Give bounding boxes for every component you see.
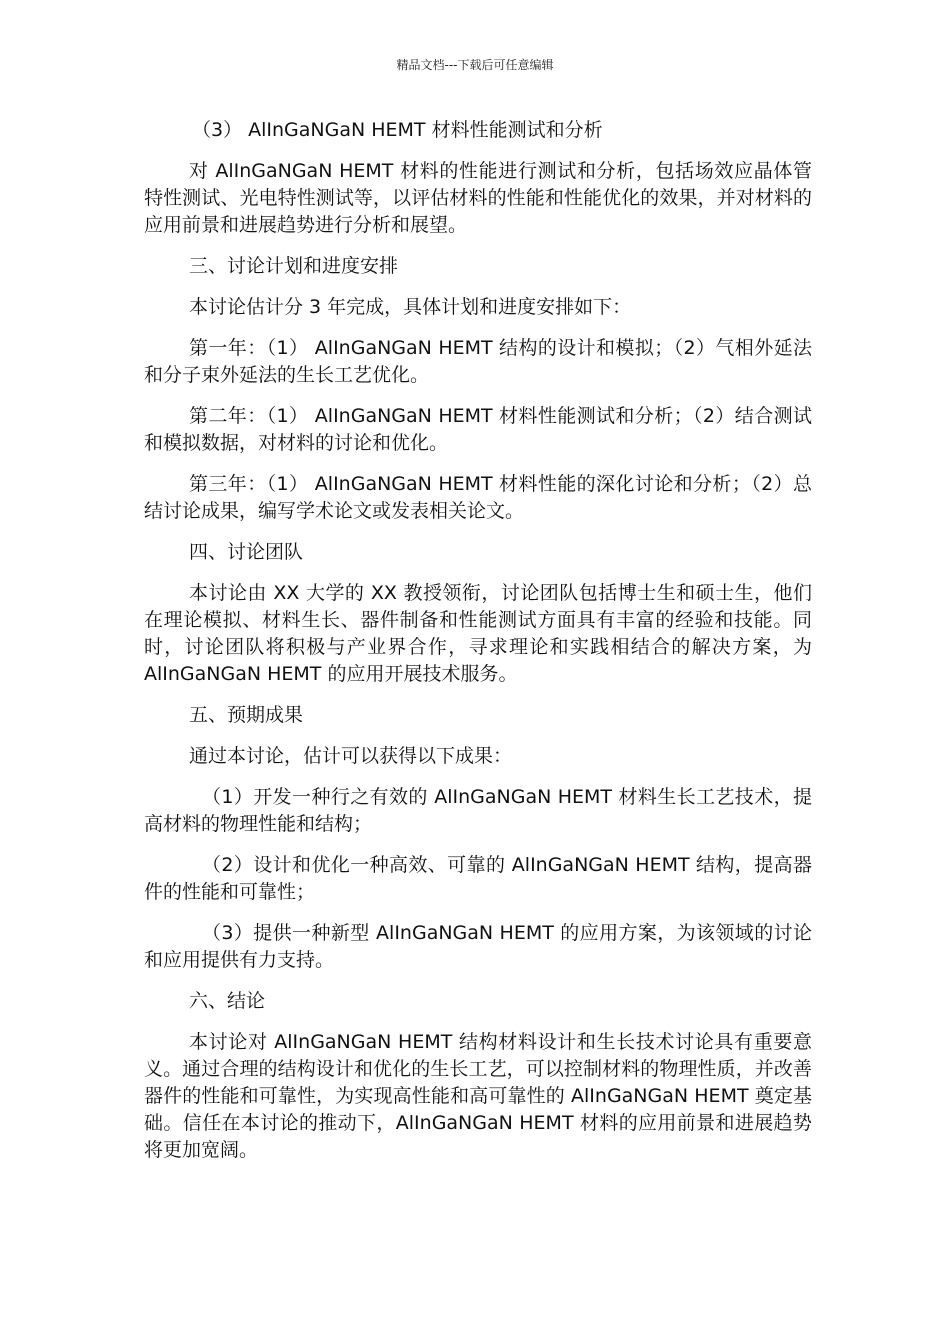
- paragraph: 通过本讨论，估计可以获得以下成果：: [189, 745, 513, 767]
- paragraph: 对 AlInGaNGaN HEMT 材料的性能进行测试和分析，包括场效应晶体管特性测试、光电特性测试等，以评估材料的性能和性能优化的效果，并对材料的应用前景和进展趋势进行分析和展望。: [144, 160, 812, 236]
- section-subheading: （3） AlInGaNGaN HEMT 材料性能测试和分析: [192, 119, 603, 141]
- paragraph: 第二年：（1） AlInGaNGaN HEMT 材料性能测试和分析；（2）结合测试和模拟数据，对材料的讨论和优化。: [144, 405, 812, 454]
- page-header: 精品文档---下载后可任意编辑: [396, 58, 554, 72]
- document-body: [144, 117, 812, 1178]
- list-item: （2）设计和优化一种高效、可靠的 AlInGaNGaN HEMT 结构，提高器件的性能和可靠性；: [144, 854, 812, 903]
- section-heading: 六、结论: [189, 990, 266, 1012]
- section-heading: 五、预期成果: [189, 704, 304, 726]
- paragraph: 本讨论对 AlInGaNGaN HEMT 结构材料设计和生长技术讨论具有重要意义。通过合理的结构设计和优化的生长工艺，可以控制材料的物理性质，并改善器件的性能和可靠性，为实现高性能和高可靠性的 AlInGaNGaN HEMT 奠定基础。信任在本讨论的推动下，AlInGaNGaN HEMT 材料的应用前景和进展趋势将更加宽阔。: [144, 1031, 812, 1161]
- section-heading: 四、讨论团队: [189, 541, 304, 563]
- section-heading: 三、讨论计划和进度安排: [189, 255, 399, 277]
- paragraph: 第三年：（1） AlInGaNGaN HEMT 材料性能的深化讨论和分析；（2）总结讨论成果，编写学术论文或发表相关论文。: [144, 473, 812, 522]
- paragraph: 本讨论由 XX 大学的 XX 教授领衔，讨论团队包括博士生和硕士生，他们在理论模拟、材料生长、器件制备和性能测试方面具有丰富的经验和技能。同时，讨论团队将积极与产业界合作，寻求理论和实践相结合的解决方案，为 AlInGaNGaN HEMT 的应用开展技术服务。: [144, 582, 812, 685]
- list-item: （1）开发一种行之有效的 AlInGaNGaN HEMT 材料生长工艺技术，提高材料的物理性能和结构；: [144, 786, 812, 835]
- paragraph: 本讨论估计分 3 年完成，具体计划和进度安排如下：: [189, 296, 632, 318]
- paragraph: 第一年：（1） AlInGaNGaN HEMT 结构的设计和模拟；（2）气相外延法和分子束外延法的生长工艺优化。: [144, 337, 812, 386]
- list-item: （3）提供一种新型 AlInGaNGaN HEMT 的应用方案，为该领域的讨论和应用提供有力支持。: [144, 922, 812, 971]
